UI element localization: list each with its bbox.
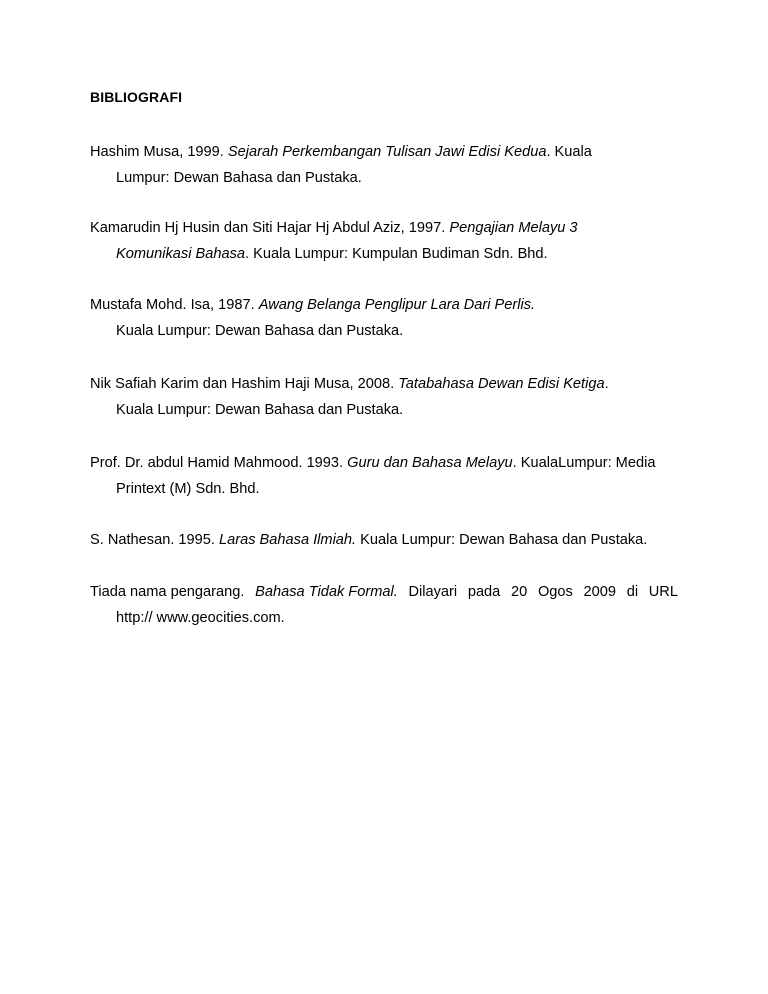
page-title: BIBLIOGRAFI <box>90 89 183 105</box>
entry-line <box>90 371 678 397</box>
entry-author: S. Nathesan. 1995. <box>90 532 219 548</box>
entry-line <box>90 397 678 423</box>
entry-word: URL <box>648 584 678 600</box>
entry-line <box>90 215 678 241</box>
entry-line <box>90 605 678 631</box>
entry-author: Prof. Dr. abdul Hamid Mahmood. 1993. <box>90 455 348 471</box>
entry-author: Kamarudin Hj Husin dan Siti Hajar Hj Abdul Aziz, 1997. <box>90 220 450 236</box>
entry-line <box>90 318 678 344</box>
entry-text: . KualaLumpur: Media <box>512 455 656 471</box>
entry-publisher: Kuala Lumpur: Dewan Bahasa dan Pustaka. <box>116 402 404 418</box>
bibliography-entry <box>90 371 678 423</box>
entry-line <box>90 527 678 553</box>
entry-text: . Kuala <box>546 144 592 160</box>
entry-line <box>90 139 678 165</box>
entry-publisher: Kuala Lumpur: Dewan Bahasa dan Pustaka. <box>116 323 404 339</box>
entry-text: Kuala Lumpur: Dewan Bahasa dan Pustaka. <box>356 532 648 548</box>
entry-word: Dilayari <box>408 584 458 600</box>
entry-word: 20 <box>511 584 528 600</box>
entry-title: Sejarah Perkembangan Tulisan Jawi Edisi Kedua <box>227 144 547 160</box>
entry-url: http:// www.geocities.com. <box>116 610 285 626</box>
entry-word: di <box>626 584 639 600</box>
entry-line <box>90 579 678 605</box>
entry-author: Nik Safiah Karim dan Hashim Haji Musa, 2008. <box>90 376 399 392</box>
entry-line <box>90 450 678 476</box>
bibliography-entry <box>90 215 678 267</box>
entry-title: Guru dan Bahasa Melayu <box>347 455 513 471</box>
bibliography-entry <box>90 139 678 191</box>
bibliography-entry <box>90 450 678 502</box>
entry-title: Bahasa Tidak Formal. <box>255 584 398 600</box>
bibliography-entry <box>90 527 678 553</box>
entry-word: Ogos <box>537 584 573 600</box>
entry-author: Mustafa Mohd. Isa, 1987. <box>90 297 259 313</box>
bibliography-entry <box>90 579 678 631</box>
entry-title: Laras Bahasa Ilmiah. <box>219 532 357 548</box>
entry-word: pada <box>467 584 501 600</box>
entry-title: Komunikasi Bahasa <box>116 246 245 262</box>
entry-publisher: Lumpur: Dewan Bahasa dan Pustaka. <box>116 170 362 186</box>
entry-text: . <box>604 376 609 392</box>
entry-publisher: Printext (M) Sdn. Bhd. <box>116 481 260 497</box>
entry-line <box>90 476 678 502</box>
entry-author: Hashim Musa, 1999. <box>90 144 228 160</box>
entry-title: Pengajian Melayu 3 <box>449 220 578 236</box>
entry-line <box>90 241 678 267</box>
entry-word: 2009 <box>583 584 616 600</box>
entry-publisher: . Kuala Lumpur: Kumpulan Budiman Sdn. Bhd. <box>245 246 548 262</box>
entry-title: Awang Belanga Penglipur Lara Dari Perlis. <box>258 297 536 313</box>
entry-author: Tiada nama pengarang. <box>90 584 245 600</box>
entry-line <box>90 292 678 318</box>
bibliography-entry <box>90 292 678 344</box>
entry-line <box>90 165 678 191</box>
entry-title: Tatabahasa Dewan Edisi Ketiga <box>398 376 605 392</box>
